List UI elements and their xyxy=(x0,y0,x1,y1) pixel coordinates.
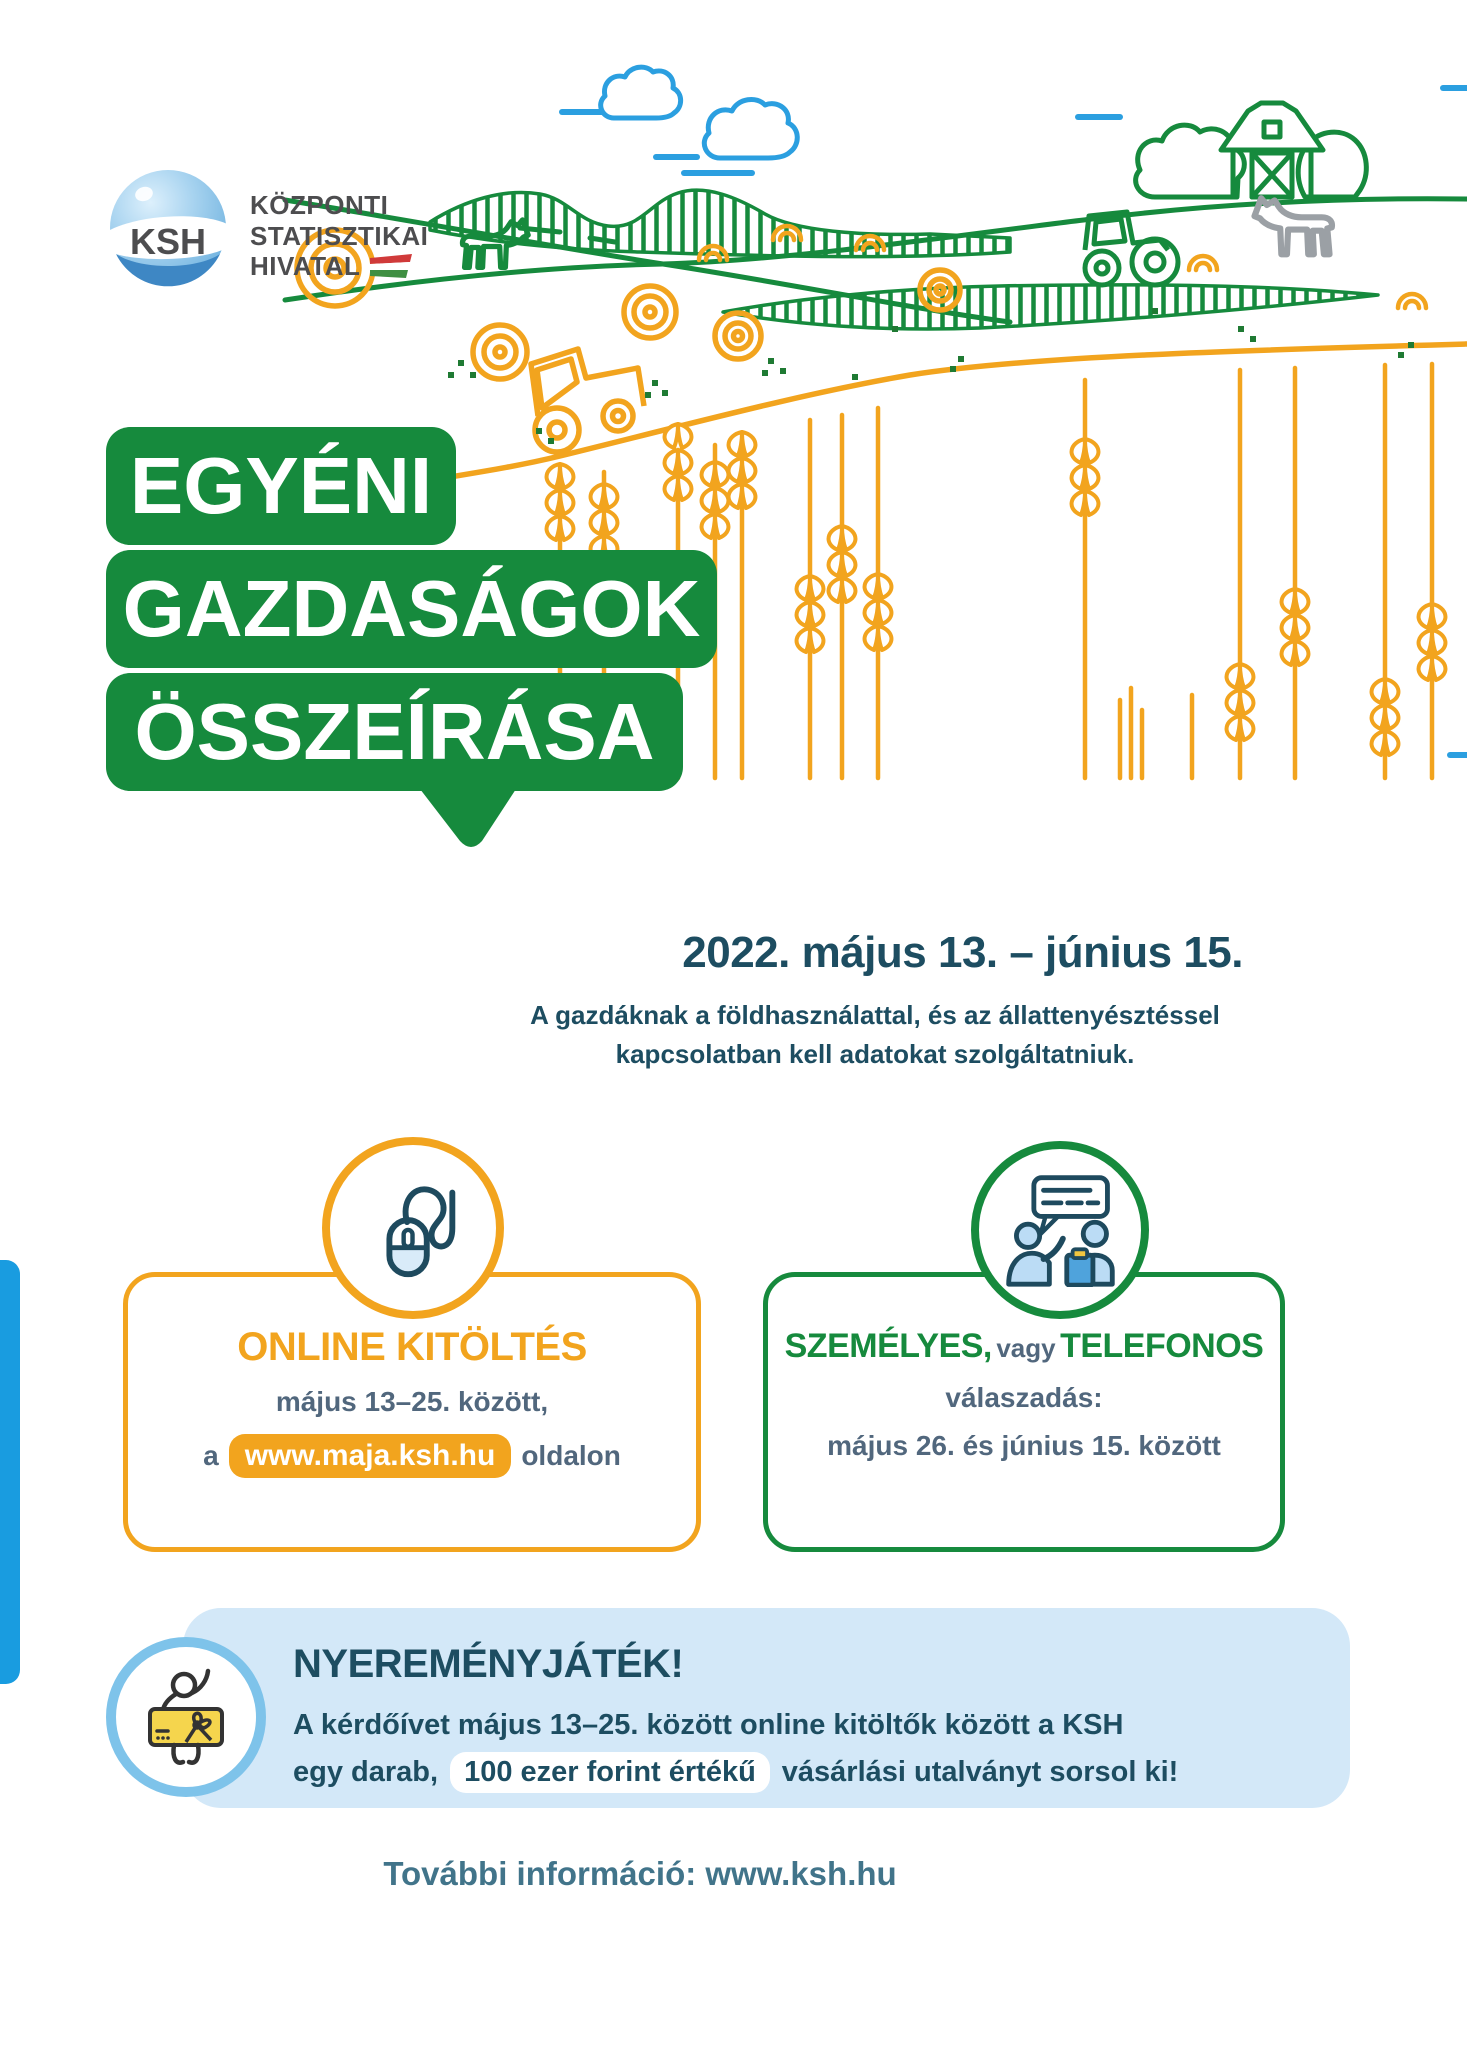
prize-badge xyxy=(106,1637,266,1797)
ksh-monogram: KSH xyxy=(129,221,207,262)
description-line1: A gazdáknak a földhasználattal, és az állattenyésztéssel xyxy=(530,1000,1220,1030)
cloud-icon xyxy=(601,67,798,158)
url-suffix: oldalon xyxy=(521,1440,621,1471)
barn-icon xyxy=(1136,103,1367,197)
online-box-title: ONLINE KITÖLTÉS xyxy=(237,1325,587,1369)
title-line1: EGYÉNI xyxy=(129,441,433,530)
title-block-3 xyxy=(106,673,683,791)
left-edge-tab xyxy=(0,1260,20,1684)
response-box xyxy=(763,1272,1285,1552)
prize-content xyxy=(293,1642,1313,1793)
prize-line2-prefix: egy darab, xyxy=(293,1756,439,1788)
gray-horse-icon xyxy=(1254,198,1331,254)
prize-line2 xyxy=(293,1752,1313,1793)
computer-mouse-icon xyxy=(354,1169,472,1287)
title-line3: ÖSSZEÍRÁSA xyxy=(134,687,655,776)
date-range: 2022. május 13. – június 15. xyxy=(682,928,1243,977)
org-name-line2: STATISZTIKAI xyxy=(250,220,429,251)
response-title-conjunction: vagy xyxy=(996,1333,1056,1363)
prize-line1: A kérdőívet május 13–25. között online kitöltők között a KSH xyxy=(293,1709,1124,1741)
prize-title: NYEREMÉNYJÁTÉK! xyxy=(293,1642,684,1686)
title-block-1 xyxy=(106,427,456,545)
prize-amount: 100 ezer forint értékű xyxy=(450,1752,770,1793)
ksh-logo xyxy=(110,170,227,286)
interview-people-icon xyxy=(999,1173,1121,1287)
green-tractor-icon xyxy=(1085,212,1178,285)
org-name-line1: KÖZPONTI xyxy=(250,190,389,220)
description-line2: kapcsolatban kell adatokat szolgáltatniuk. xyxy=(615,1039,1135,1069)
response-subtitle: válaszadás: xyxy=(945,1382,1103,1413)
response-period: május 26. és június 15. között xyxy=(827,1430,1221,1461)
prize-line2-suffix: vásárlási utalványt sorsol ki! xyxy=(781,1756,1179,1788)
response-title-personal: SZEMÉLYES, xyxy=(784,1327,992,1365)
title-block-2 xyxy=(106,550,717,668)
census-url: www.maja.ksh.hu xyxy=(229,1434,512,1478)
title-line2: GAZDASÁGOK xyxy=(122,564,701,653)
speech-bubble-tail xyxy=(420,789,516,857)
response-title-phone: TELEFONOS xyxy=(1060,1327,1264,1365)
online-badge xyxy=(322,1137,504,1319)
hungarian-flag-icon xyxy=(370,254,414,280)
online-box-period: május 13–25. között, xyxy=(275,1386,549,1417)
description xyxy=(505,996,1245,1074)
footer-info: További információ: www.ksh.hu xyxy=(383,1855,897,1892)
org-name-line3: HIVATAL xyxy=(250,251,361,282)
url-prefix: a xyxy=(203,1440,219,1471)
org-name xyxy=(250,190,428,282)
gift-card-icon xyxy=(134,1663,238,1771)
interview-badge xyxy=(971,1141,1149,1319)
